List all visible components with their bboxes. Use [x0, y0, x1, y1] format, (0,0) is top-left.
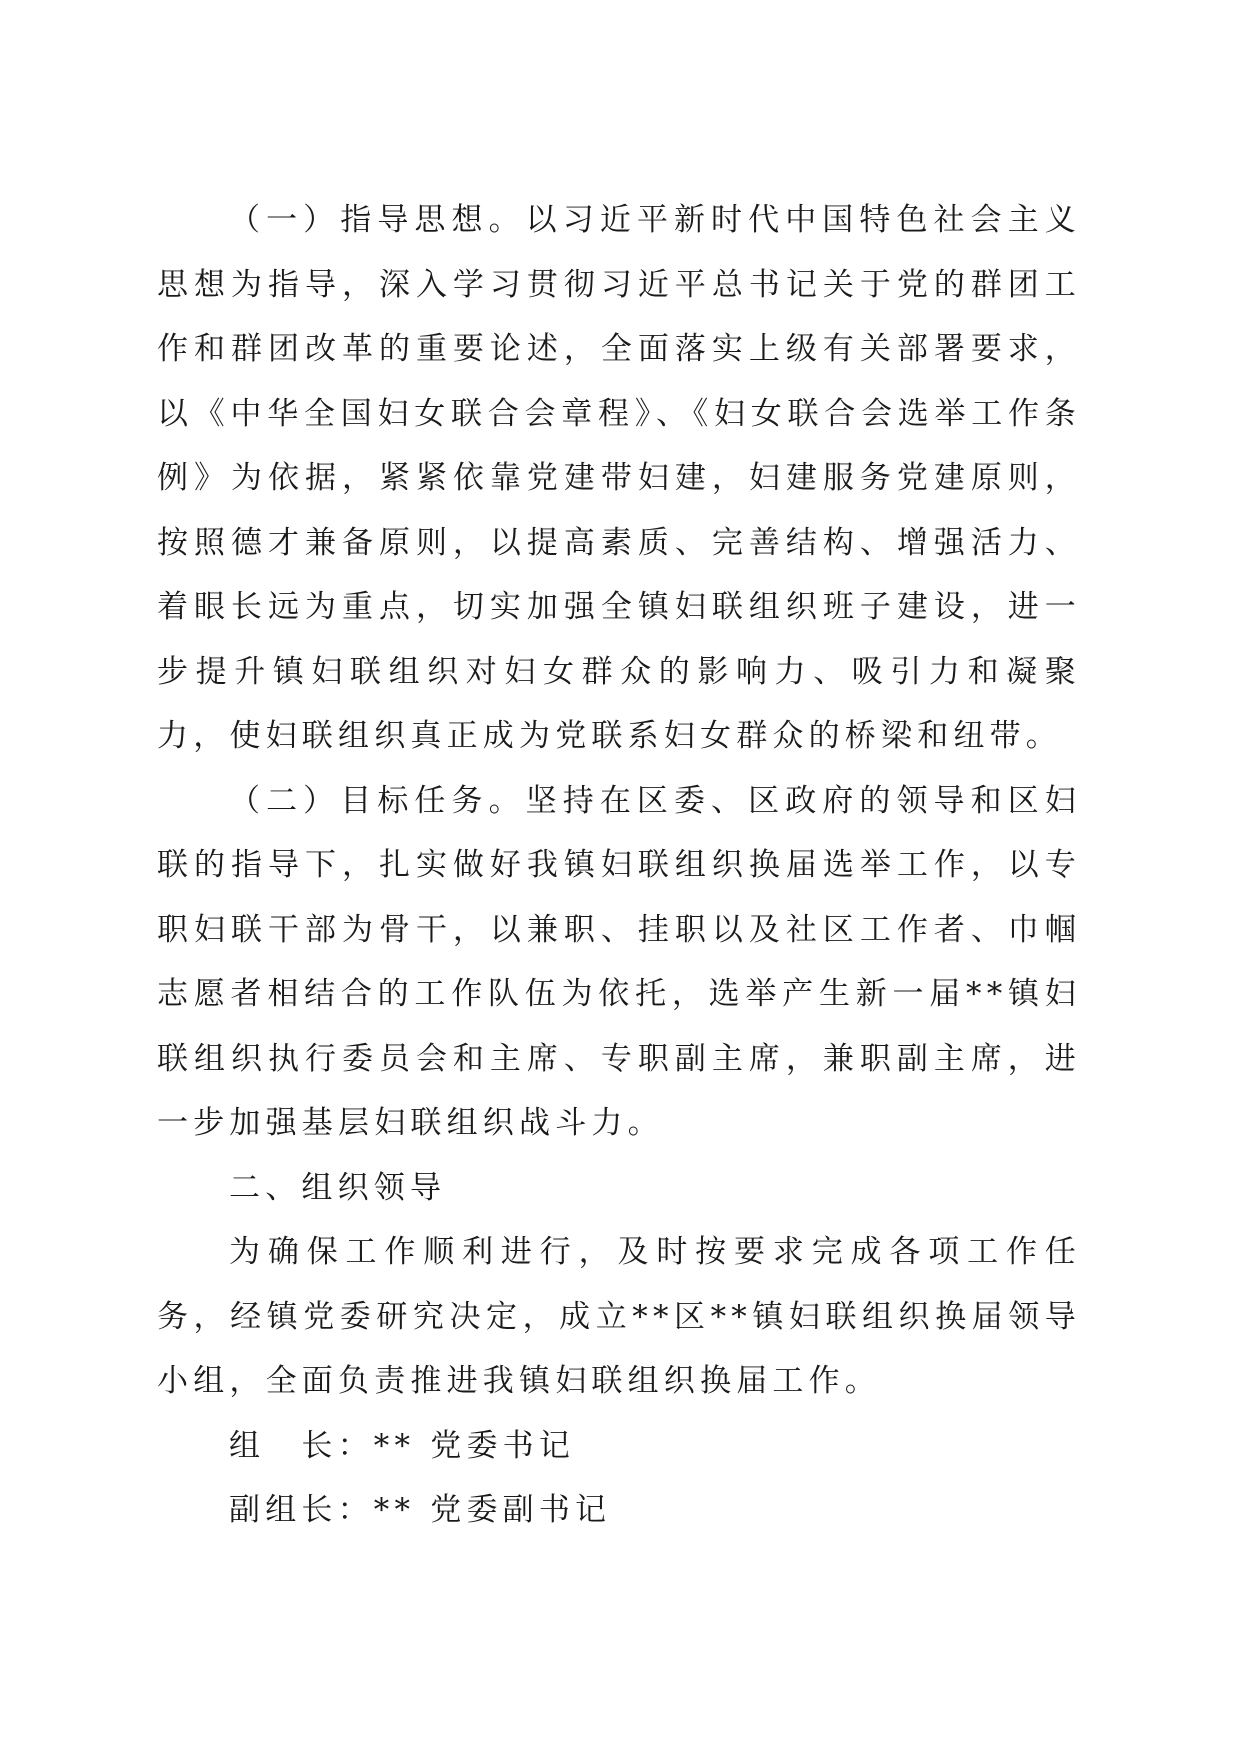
document-body — [157, 188, 1081, 1543]
paragraph-goals-tasks: （二）目标任务。坚持在区委、区政府的领导和区妇联的指导下，扎实做好我镇妇联组织换届选举工作，以专职妇联干部为骨干，以兼职、挂职以及社区工作者、巾帼志愿者相结合的工作队伍为依托，选举产生新一届**镇妇联组织执行委员会和主席、专职副主席，兼职副主席，进一步加强基层妇联组织战斗力。 — [157, 782, 1081, 1141]
deputy-group-leader-line: 副组长：** 党委副书记 — [229, 1492, 612, 1528]
section-heading-organization-leadership: 二、组织领导 — [229, 1169, 447, 1206]
paragraph-leading-group: 为确保工作顺利进行，及时按要求完成各项工作任务，经镇党委研究决定，成立**区**镇妇联组织换届领导小组，全面负责推进我镇妇联组织换届工作。 — [157, 1234, 1081, 1399]
group-leader-line: 组 长：** 党委书记 — [229, 1427, 576, 1464]
paragraph-guiding-ideology: （一）指导思想。以习近平新时代中国特色社会主义思想为指导，深入学习贯彻习近平总书记关于党的群团工作和群团改革的重要论述，全面落实上级有关部署要求，以《中华全国妇女联合会章程》、《妇女联合会选举工作条例》为依据，紧紧依靠党建带妇建，妇建服务党建原则，按照德才兼备原则，以提高素质、完善结构、增强活力、着眼长远为重点，切实加强全镇妇联组织班子建设，进一步提升镇妇联组织对妇女群众的影响力、吸引力和凝聚力，使妇联组织真正成为党联系妇女群众的桥梁和纽带。 — [157, 202, 1081, 754]
